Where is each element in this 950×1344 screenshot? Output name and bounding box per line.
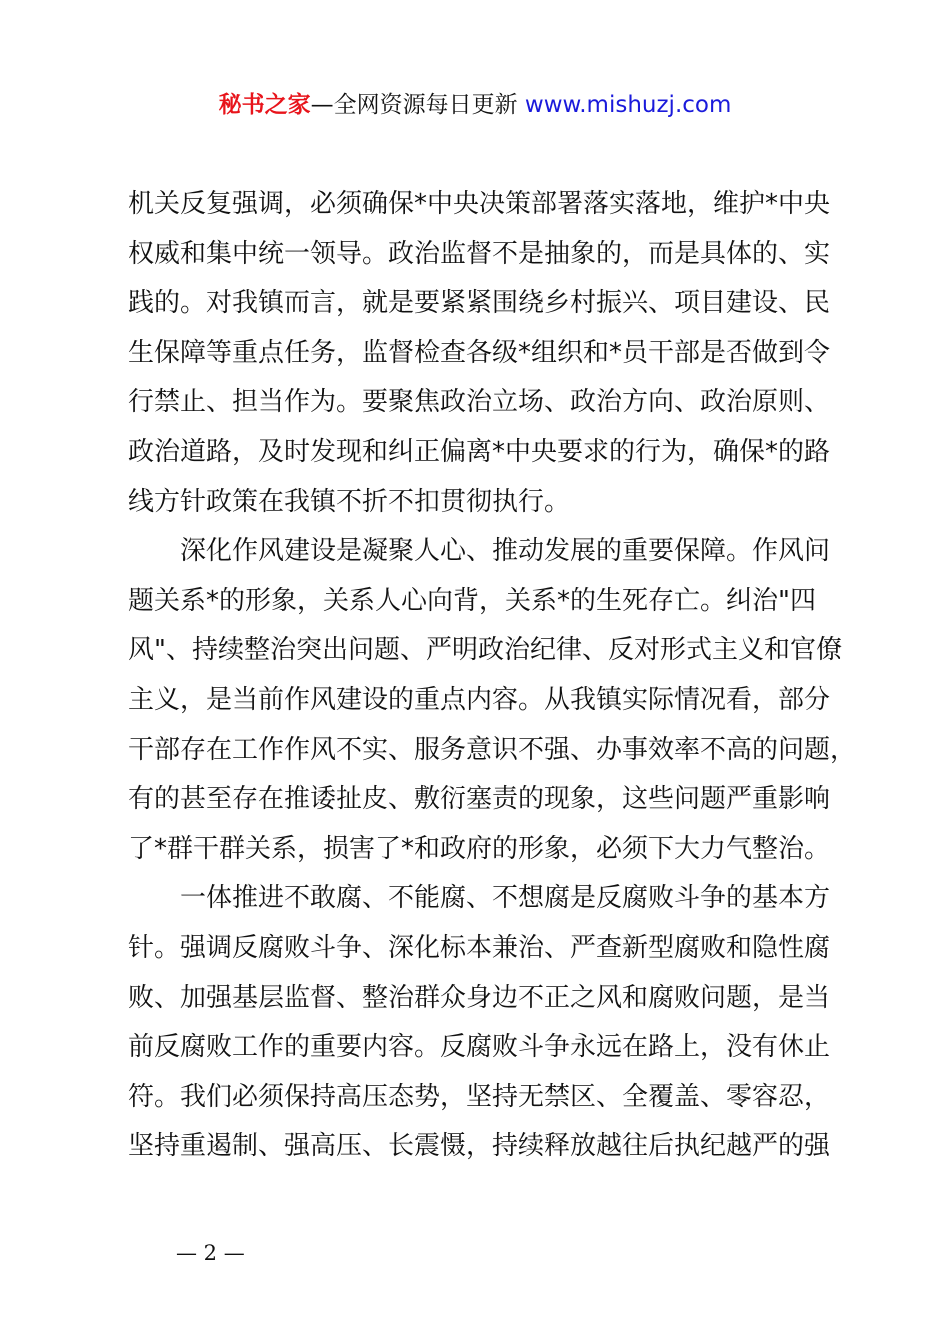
page-header xyxy=(0,88,950,122)
text-line: 生保障等重点任务，监督检查各级*组织和*员干部是否做到令 xyxy=(128,337,831,368)
paragraph xyxy=(128,874,838,1172)
header-url-link[interactable]: www.mishuzj.com xyxy=(524,92,732,118)
text-line: 风"、持续整治突出问题、严明政治纪律、反对形式主义和官僚 xyxy=(128,635,842,666)
text-line: 干部存在工作作风不实、服务意识不强、办事效率不高的问题， xyxy=(128,734,857,765)
page-number: — 2 — xyxy=(176,1241,245,1265)
paragraph xyxy=(128,180,838,527)
text-line: 坚持重遏制、强高压、长震慑，持续释放越往后执纪越严的强 xyxy=(128,1131,831,1162)
text-line: 权威和集中统一领导。政治监督不是抽象的，而是具体的、实 xyxy=(128,238,831,269)
text-line: 政治道路，及时发现和纠正偏离*中央要求的行为，确保*的路 xyxy=(128,436,831,467)
text-line: 线方针政策在我镇不折不扣贯彻执行。 xyxy=(128,486,571,517)
text-line: 有的甚至存在推诿扯皮、敷衍塞责的现象，这些问题严重影响 xyxy=(128,784,831,815)
paragraph xyxy=(128,527,857,874)
header-tagline: —全网资源每日更新 xyxy=(310,92,518,118)
text-line: 符。我们必须保持高压态势，坚持无禁区、全覆盖、零容忍， xyxy=(128,1081,831,1112)
text-line: 了*群干群关系，损害了*和政府的形象，必须下大力气整治。 xyxy=(128,833,831,864)
text-line: 主义，是当前作风建设的重点内容。从我镇实际情况看，部分 xyxy=(128,684,831,715)
text-line: 践的。对我镇而言，就是要紧紧围绕乡村振兴、项目建设、民 xyxy=(128,288,831,319)
text-line: 前反腐败工作的重要内容。反腐败斗争永远在路上，没有休止 xyxy=(128,1032,831,1063)
document-body xyxy=(128,180,857,1172)
text-line: 题关系*的形象，关系人心向背，关系*的生死存亡。纠治"四 xyxy=(128,585,816,616)
text-line: 针。强调反腐败斗争、深化标本兼治、严查新型腐败和隐性腐 xyxy=(128,932,831,963)
brand-name: 秘书之家 xyxy=(218,92,311,118)
text-line: 行禁止、担当作为。要聚焦政治立场、政治方向、政治原则、 xyxy=(128,387,831,418)
text-line: 深化作风建设是凝聚人心、推动发展的重要保障。作风问 xyxy=(180,536,831,567)
text-line: 机关反复强调，必须确保*中央决策部署落实落地，维护*中央 xyxy=(128,189,831,219)
text-line: 败、加强基层监督、整治群众身边不正之风和腐败问题，是当 xyxy=(128,982,831,1013)
text-line: 一体推进不敢腐、不能腐、不想腐是反腐败斗争的基本方 xyxy=(180,883,831,914)
